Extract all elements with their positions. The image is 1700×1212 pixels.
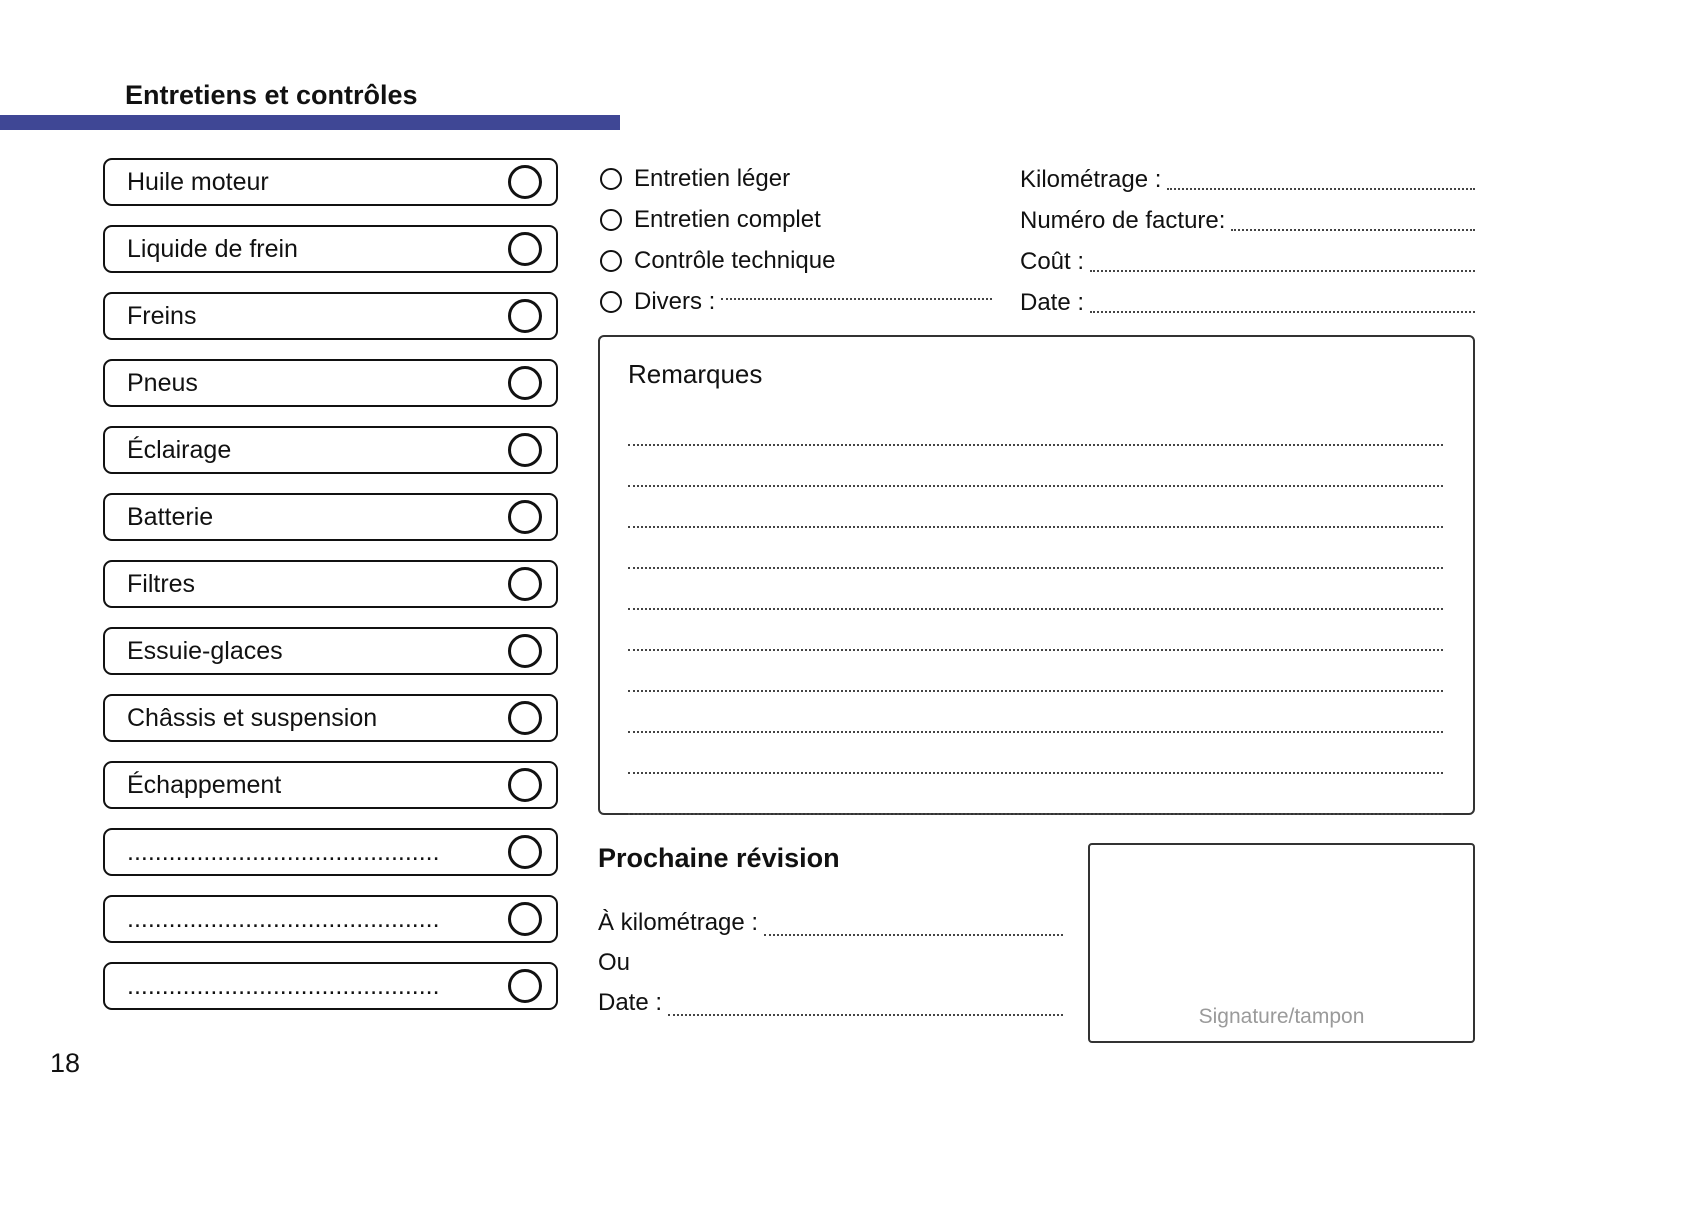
dotted-line [628,692,1443,733]
radio-circle-icon[interactable] [508,634,542,668]
dotted-line [628,651,1443,692]
remarks-box [598,335,1475,815]
next-service-section [598,843,1063,1018]
option-entretien-complet [600,199,992,240]
signature-label: Signature/tampon [1198,1005,1365,1028]
checklist-item-blank-3 [103,962,558,1010]
dotted-line [628,487,1443,528]
option-entretien-leger [600,158,992,199]
checklist-item-label: Éclairage [127,435,232,464]
field-a-kilometrage [598,898,1063,938]
field-next-date [598,978,1063,1018]
checklist-item-freins [103,292,558,340]
page-number: 18 [50,1048,81,1078]
radio-circle-icon[interactable] [508,969,542,1003]
radio-circle-icon[interactable] [508,366,542,400]
next-service-title: Prochaine révision [598,843,840,873]
checklist-item-label: ............................................. [127,837,440,866]
option-label: Divers : [634,287,716,315]
remarks-title: Remarques [628,359,763,389]
checklist-item-label: Batterie [127,502,214,531]
checklist-item-chassis-et-suspension [103,694,558,742]
option-divers [600,281,992,322]
field-label: Date : [1020,289,1085,316]
dotted-fill-line [1090,311,1475,313]
field-label: Coût : [1020,248,1085,275]
checklist-item-label: Filtres [127,569,196,598]
next-service-ou-label [598,938,1063,978]
dotted-fill-line [1231,229,1475,231]
dotted-fill-line [721,298,992,300]
field-kilometrage [1020,158,1475,199]
checklist-item-label: Échappement [127,770,282,799]
field-label: Date : [598,989,663,1017]
field-label: À kilométrage : [598,909,759,937]
field-label: Ou [598,949,631,977]
radio-circle-icon[interactable] [508,835,542,869]
dotted-line [628,405,1443,446]
service-type-options [600,158,992,322]
checklist-item-label: ............................................. [127,971,440,1000]
checklist-item-label: Châssis et suspension [127,703,378,732]
dotted-line [628,446,1443,487]
radio-circle-icon[interactable] [508,567,542,601]
dotted-line [628,569,1443,610]
option-label: Contrôle technique [634,246,836,274]
radio-circle-icon[interactable] [508,902,542,936]
dotted-line [628,774,1443,815]
radio-circle-icon[interactable] [508,701,542,735]
field-label: Kilométrage : [1020,166,1162,193]
dotted-line [628,733,1443,774]
radio-circle-icon[interactable] [508,232,542,266]
checklist-item-label: Freins [127,301,197,330]
checklist-item-pneus [103,359,558,407]
option-controle-technique [600,240,992,281]
checklist-item-label: ............................................. [127,904,440,933]
checklist-item-label: Huile moteur [127,167,269,196]
checklist [103,158,558,1010]
field-cout [1020,240,1475,281]
checklist-item-filtres [103,560,558,608]
option-label: Entretien léger [634,164,791,192]
checklist-item-echappement [103,761,558,809]
dotted-fill-line [1167,188,1475,190]
radio-circle-icon[interactable] [600,250,622,272]
remarks-lines [628,405,1443,815]
checklist-item-liquide-de-frein [103,225,558,273]
checklist-item-huile-moteur [103,158,558,206]
dotted-line [628,528,1443,569]
radio-circle-icon[interactable] [600,291,622,313]
checklist-item-eclairage [103,426,558,474]
dotted-fill-line [668,1014,1063,1016]
checklist-item-blank-1 [103,828,558,876]
invoice-fields [1020,158,1475,322]
checklist-item-label: Pneus [127,368,198,397]
checklist-item-essuie-glaces [103,627,558,675]
checklist-item-label: Liquide de frein [127,234,298,263]
dotted-fill-line [1090,270,1475,272]
radio-circle-icon[interactable] [508,165,542,199]
checklist-item-blank-2 [103,895,558,943]
field-label: Numéro de facture: [1020,207,1226,234]
radio-circle-icon[interactable] [600,209,622,231]
radio-circle-icon[interactable] [508,500,542,534]
radio-circle-icon[interactable] [508,433,542,467]
field-date [1020,281,1475,322]
title-accent-bar [0,115,620,130]
dotted-fill-line [764,934,1063,936]
dotted-line [628,610,1443,651]
option-label: Entretien complet [634,205,821,233]
radio-circle-icon[interactable] [508,299,542,333]
page-title: Entretiens et contrôles [125,80,418,110]
signature-box [1088,843,1475,1043]
field-numero-de-facture [1020,199,1475,240]
radio-circle-icon[interactable] [508,768,542,802]
checklist-item-label: Essuie-glaces [127,636,283,665]
radio-circle-icon[interactable] [600,168,622,190]
checklist-item-batterie [103,493,558,541]
